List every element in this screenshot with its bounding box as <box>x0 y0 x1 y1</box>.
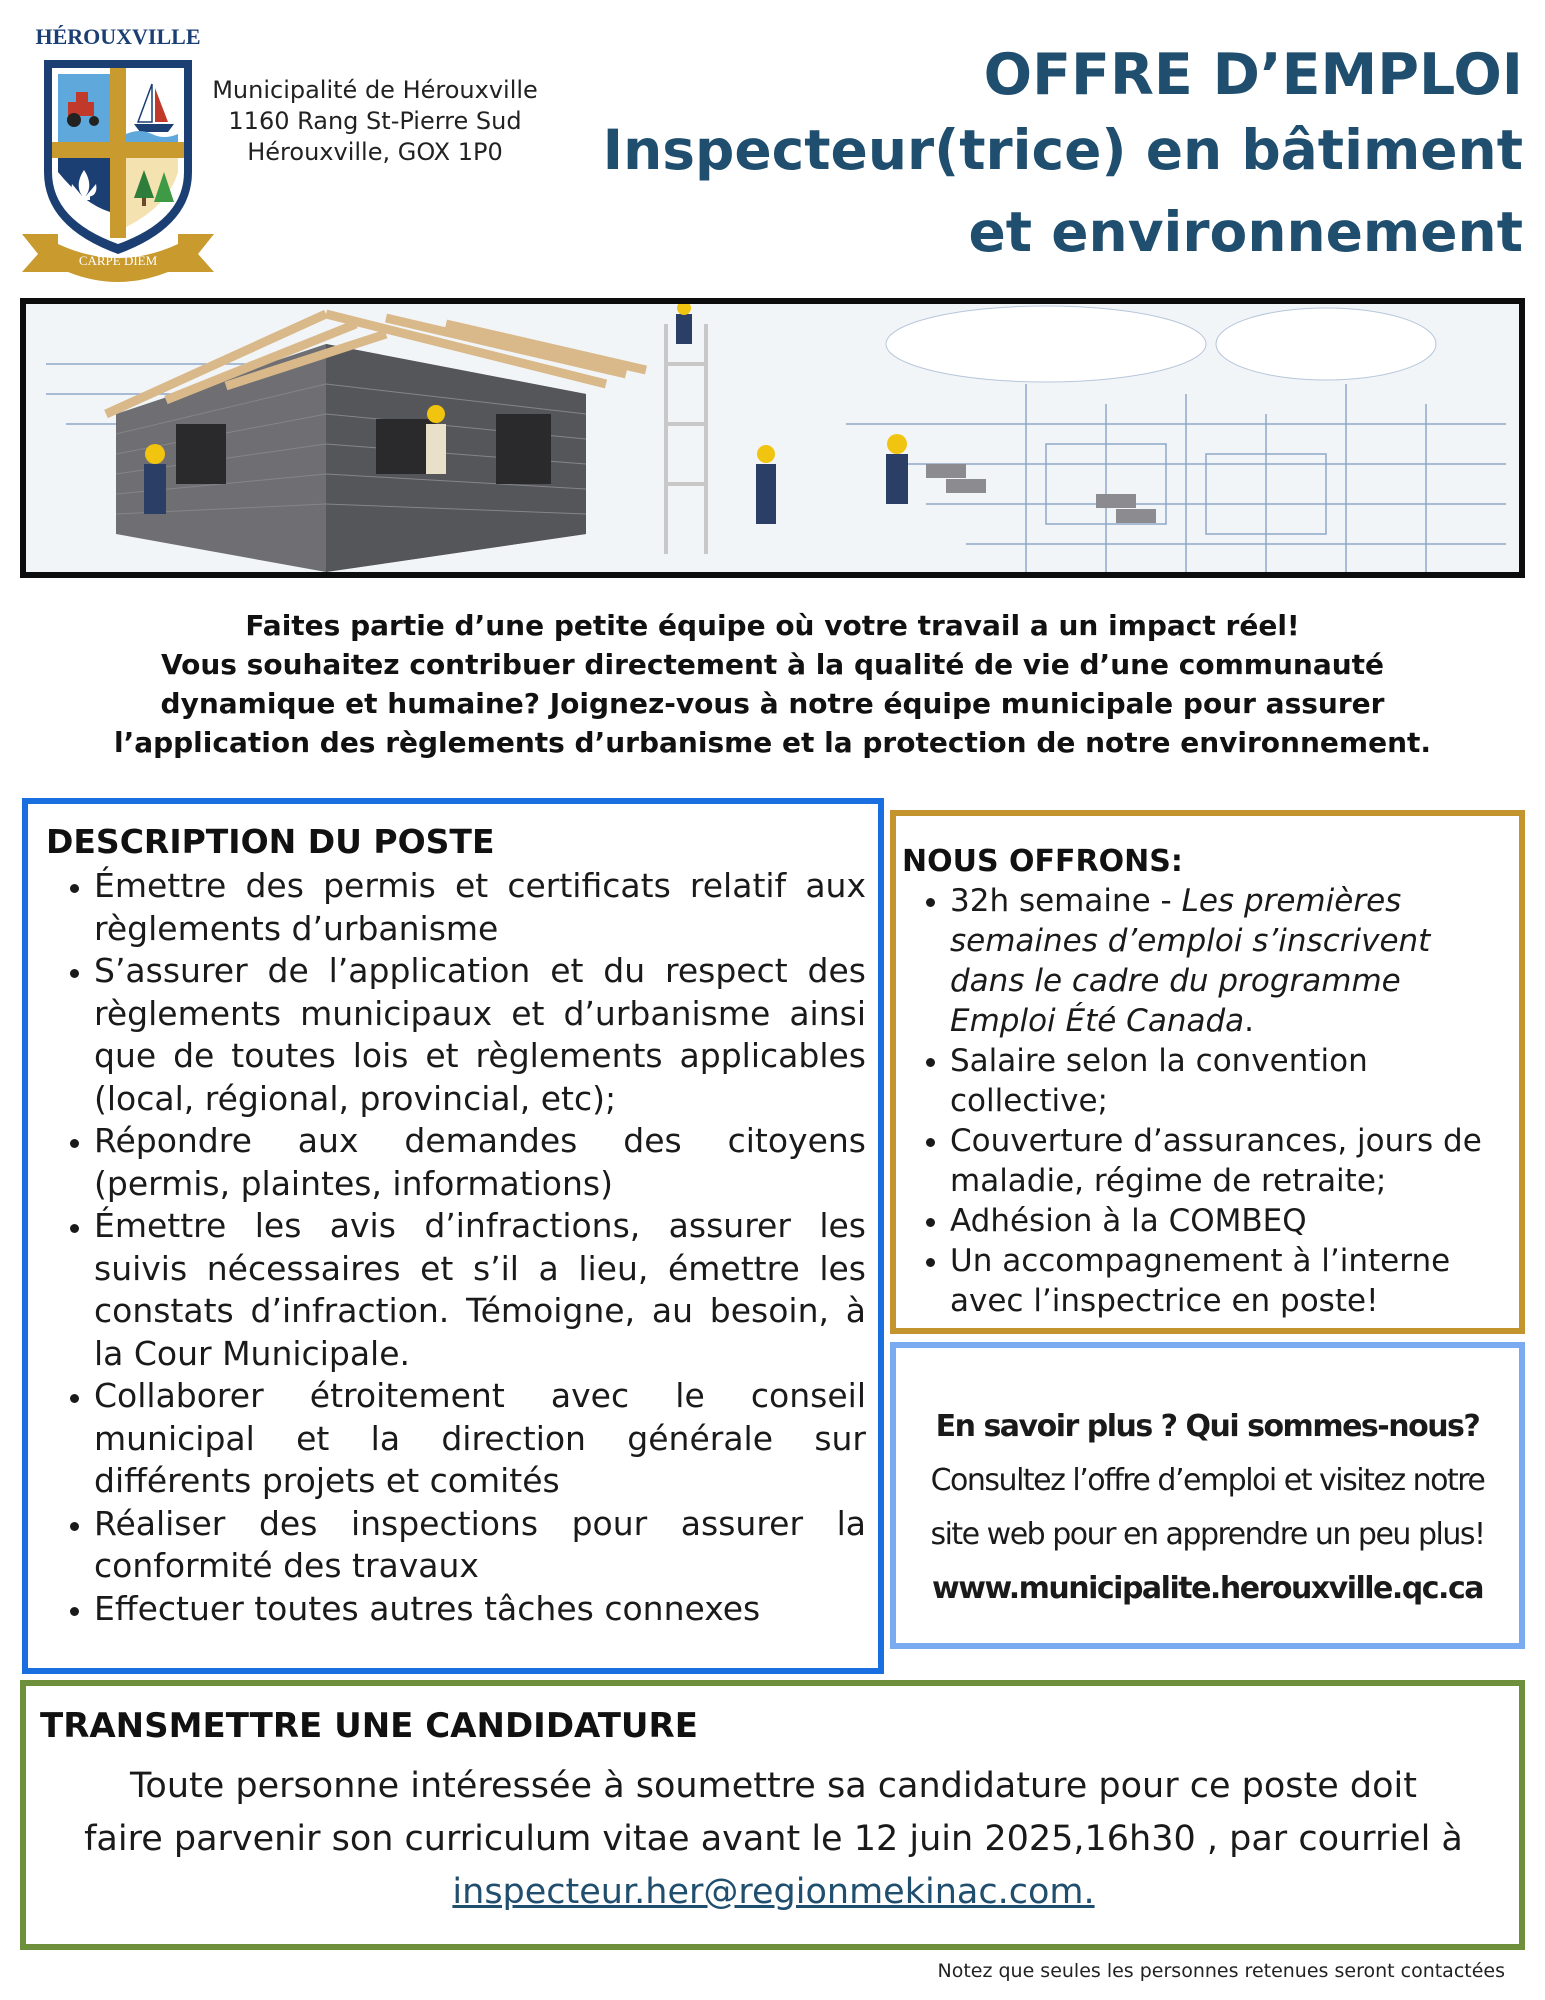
offer-list <box>902 881 1511 1321</box>
description-title: DESCRIPTION DU POSTE <box>46 822 495 861</box>
info-heading: En savoir plus ? Qui sommes-nous? <box>935 1409 1480 1444</box>
offer-program-note: Les premières semaines d’emploi s’inscrivent dans le cadre du programme Emploi Été Canada <box>950 883 1431 1039</box>
email-link[interactable]: inspecteur.her@regionmekinac.com. <box>452 1872 1095 1912</box>
address-line: 1160 Rang St-Pierre Sud <box>228 107 522 135</box>
hero-construction-image <box>20 298 1525 578</box>
job-title-line: et environnement <box>968 200 1523 264</box>
application-line: faire parvenir son curriculum vitae avant le 12 juin 2025,16h30 , par courriel à <box>84 1819 1463 1859</box>
application-text <box>40 1760 1507 1919</box>
page-title: OFFRE D’EMPLOI <box>983 42 1523 108</box>
info-line: site web pour en apprendre un peu plus! <box>930 1517 1485 1552</box>
website-link[interactable]: www.municipalite.herouxville.qc.ca <box>932 1571 1483 1606</box>
municipality-address <box>210 75 540 168</box>
job-description-box <box>22 798 884 1674</box>
list-item: • Réaliser des inspections pour assurer la conformité des travaux <box>94 1503 866 1588</box>
description-list <box>46 865 866 1630</box>
address-line: Municipalité de Hérouxville <box>212 76 538 104</box>
application-line: Toute personne intéressée à soumettre sa candidature pour ce poste doit <box>130 1766 1417 1806</box>
list-item: • Adhésion à la COMBEQ <box>950 1201 1511 1241</box>
more-info-box <box>890 1342 1525 1649</box>
list-item: • Effectuer toutes autres tâches connexes <box>94 1588 866 1631</box>
intro-line: Faites partie d’une petite équipe où votre travail a un impact réel! <box>245 609 1300 642</box>
list-item: • Émettre les avis d’infractions, assurer les suivis nécessaires et s’il a lieu, émettre les constats d’infraction. Témoigne, au besoin, à la Cour Municipale. <box>94 1205 866 1375</box>
list-item: • Salaire selon la convention collective; <box>950 1041 1511 1121</box>
logo-motto-text: CARPE DIEM <box>78 253 158 268</box>
offer-hours: 32h semaine - <box>950 883 1182 919</box>
list-item: • Collaborer étroitement avec le conseil municipal et la direction générale sur différents projets et comités <box>94 1375 866 1503</box>
offer-title: NOUS OFFRONS: <box>902 844 1183 879</box>
list-item: • Un accompagnement à l’interne avec l’inspectrice en poste! <box>950 1241 1511 1321</box>
list-item: • Couverture d’assurances, jours de maladie, régime de retraite; <box>950 1121 1511 1201</box>
application-box <box>20 1680 1525 1950</box>
job-title-line: Inspecteur(trice) en bâtiment <box>602 118 1523 182</box>
address-line: Hérouxville, GOX 1P0 <box>247 138 503 166</box>
intro-line: Vous souhaitez contribuer directement à la qualité de vie d’une communauté <box>160 648 1385 681</box>
offer-box <box>890 810 1525 1334</box>
intro-line: dynamique et humaine? Joignez-vous à notre équipe municipale pour assurer <box>160 687 1385 720</box>
list-item <box>950 881 1511 1041</box>
footnote: Notez que seules les personnes retenues seront contactées <box>937 1960 1505 1982</box>
info-line: Consultez l’offre d’emploi et visitez notre <box>930 1463 1485 1498</box>
intro-paragraph <box>30 606 1515 762</box>
list-item: • Répondre aux demandes des citoyens (permis, plaintes, informations) <box>94 1120 866 1205</box>
intro-line: l’application des règlements d’urbanisme et la protection de notre environnement. <box>113 726 1432 759</box>
application-title: TRANSMETTRE UNE CANDIDATURE <box>40 1706 698 1746</box>
list-item: • Émettre des permis et certificats relatif aux règlements d’urbanisme <box>94 865 866 950</box>
offer-period: . <box>1244 1003 1254 1039</box>
logo-name-text: HÉROUXVILLE <box>35 24 201 49</box>
list-item: • S’assurer de l’application et du respect des règlements municipaux et d’urbanisme ainsi que de toutes lois et règlements applicables (local, régional, provincial, etc); <box>94 950 866 1120</box>
municipality-crest-logo <box>18 22 218 282</box>
